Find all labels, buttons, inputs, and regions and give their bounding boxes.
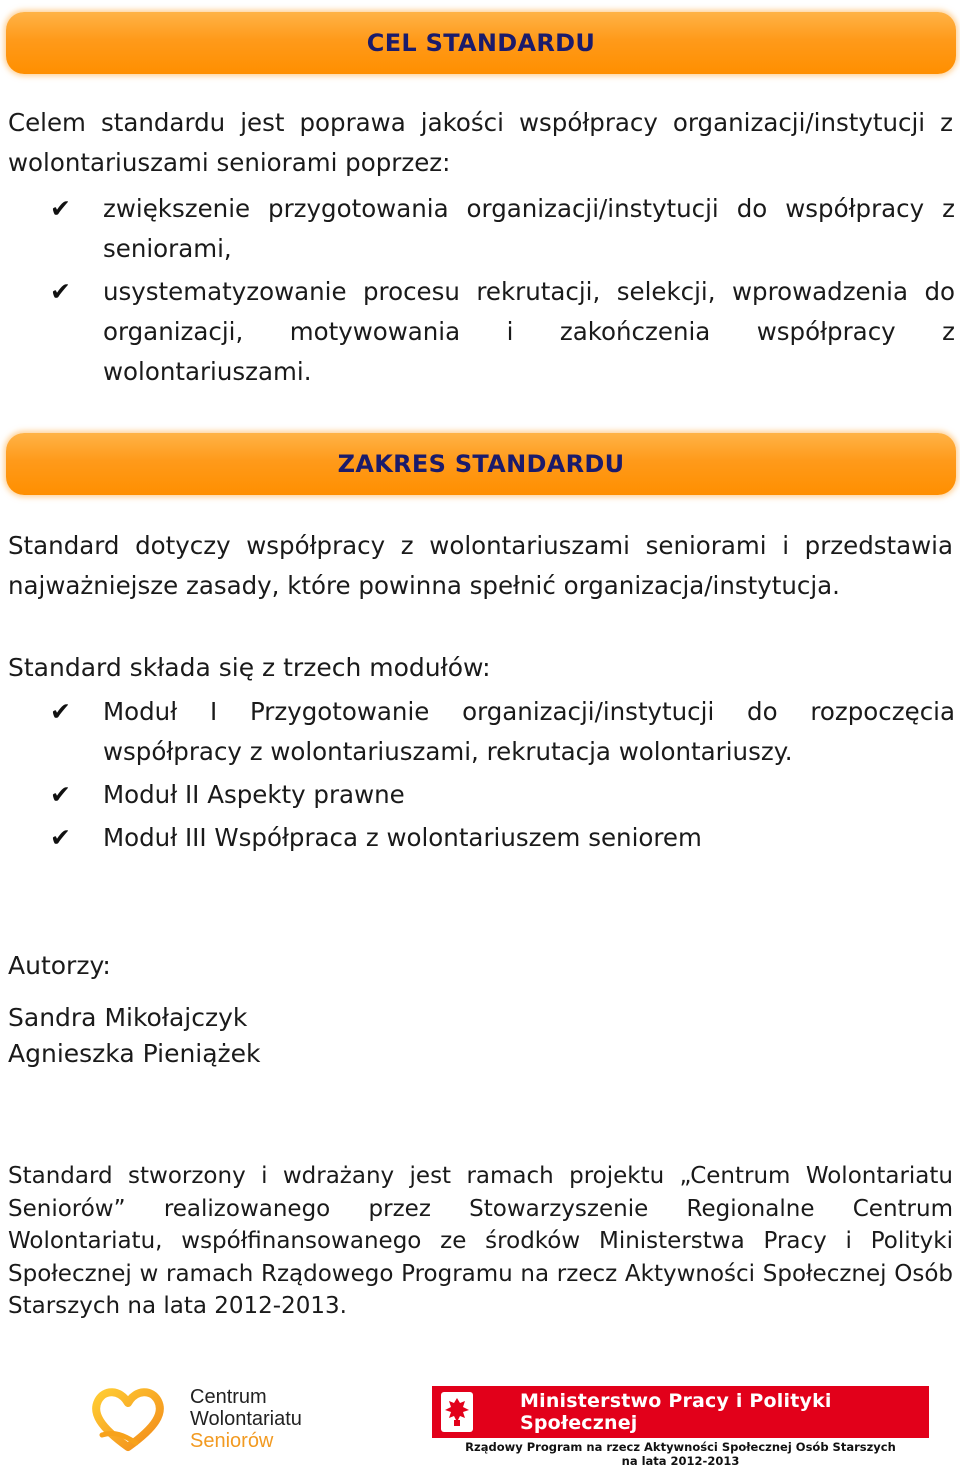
zakres-intro: Standard dotyczy współpracy z wolontariuszami seniorami i przedstawia najważniejsze zasady, które powinna spełnić organizacja/instytucja. bbox=[8, 531, 953, 600]
list-item: ✔ usystematyzowanie procesu rekrutacji, selekcji, wprowadzenia do organizacji, motywowania i zakończenia współpracy z wolontariuszami. bbox=[0, 272, 955, 392]
ministry-title: Ministerstwo Pracy i Polityki Społecznej bbox=[520, 1390, 832, 1434]
list-item: ✔ Moduł III Współpraca z wolontariuszem seniorem bbox=[0, 818, 955, 858]
footer-text: Standard stworzony i wdrażany jest ramach projektu „Centrum Wolontariatu Seniorów” realizowanego przez Stowarzyszenie Regionalne Centrum Wolontariatu, współfinansowanego ze środków Ministerstwa Pracy i Polityki Społecznej w ramach Rządowego Programu na rzecz Aktywności Społecznej Osób Starszych na lata 2012-2013. bbox=[8, 1163, 953, 1319]
section-heading: CEL STANDARDU bbox=[366, 29, 596, 57]
section-banner-zakres bbox=[6, 433, 956, 495]
section-heading: ZAKRES STANDARDU bbox=[337, 450, 625, 478]
ministry-subtitle: Rządowy Program na rzecz Aktywności Społecznej Osób Starszych na lata 2012-2013 bbox=[465, 1440, 896, 1468]
cel-list bbox=[0, 189, 955, 395]
heart-logo-icon bbox=[90, 1385, 190, 1455]
checkmark-icon: ✔ bbox=[50, 823, 71, 852]
cw-logo-text: Centrum Wolontariatu Seniorów bbox=[190, 1386, 302, 1452]
cel-intro: Celem standardu jest poprawa jakości współpracy organizacji/instytucji z wolontariuszami seniorami poprzez: bbox=[8, 108, 953, 177]
list-item: ✔ zwiększenie przygotowania organizacji/instytucji do współpracy z seniorami, bbox=[0, 189, 955, 269]
author-name: Sandra Mikołajczyk bbox=[8, 1003, 248, 1032]
checkmark-icon: ✔ bbox=[50, 697, 71, 726]
ministry-logo bbox=[432, 1386, 929, 1438]
checkmark-icon: ✔ bbox=[50, 780, 71, 809]
checkmark-icon: ✔ bbox=[50, 194, 71, 223]
author-name: Agnieszka Pieniążek bbox=[8, 1039, 261, 1068]
authors-label: Autorzy: bbox=[8, 951, 111, 980]
list-item: ✔ Moduł II Aspekty prawne bbox=[0, 775, 955, 815]
modules-list bbox=[0, 692, 955, 861]
list-item: ✔ Moduł I Przygotowanie organizacji/instytucji do rozpoczęcia współpracy z wolontariuszami, rekrutacja wolontariuszy. bbox=[0, 692, 955, 772]
section-banner-cel bbox=[6, 12, 956, 74]
checkmark-icon: ✔ bbox=[50, 277, 71, 306]
modules-intro: Standard składa się z trzech modułów: bbox=[8, 653, 491, 682]
eagle-emblem-icon bbox=[432, 1386, 482, 1438]
